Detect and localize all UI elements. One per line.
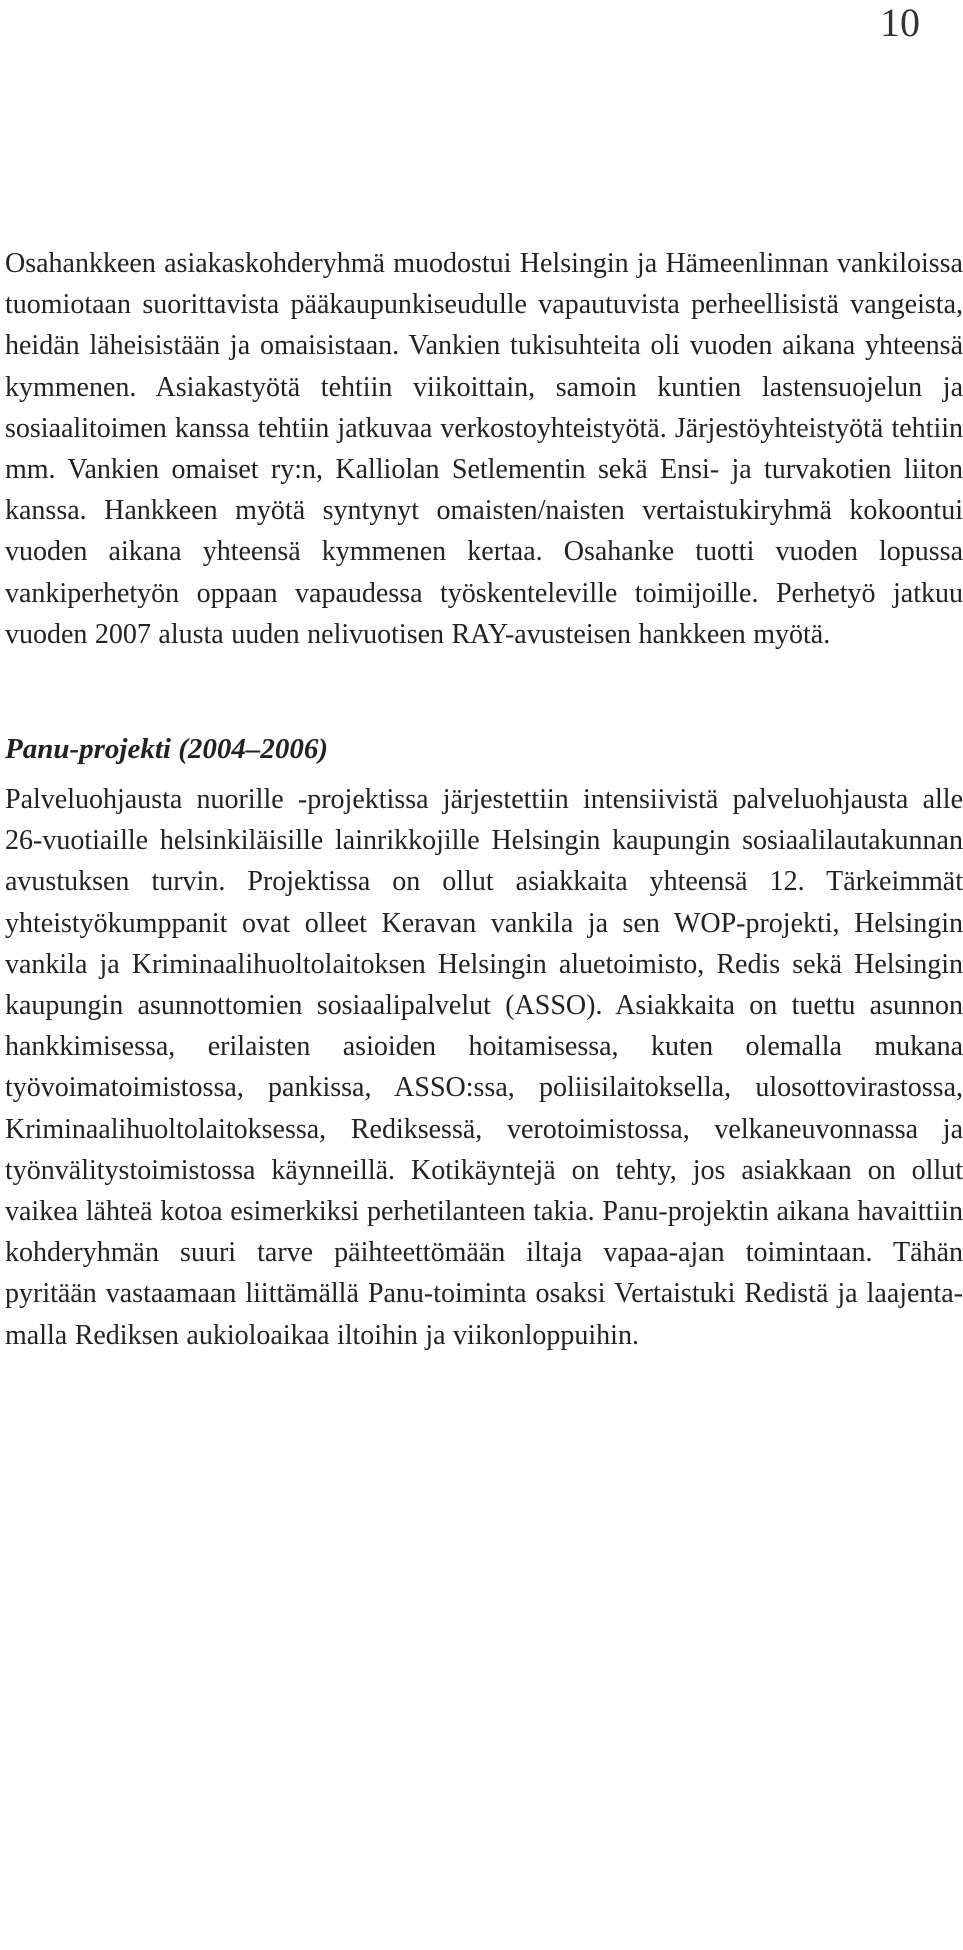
page-content: [5, 243, 963, 1356]
section-heading: Panu-projekti (2004–2006): [5, 733, 329, 766]
intro-paragraph: Osahankkeen asiakaskohderyhmä muodostui Helsingin ja Hämeenlinnan vankiloissa tuomiotaan suorittavista pääkaupunkiseudulle vapautuvista perheellisistä vangeista, heidän läheisistään ja omaisistaan. Vankien tukisuhteita oli vuoden aikana yhteensä kymmenen. Asiakastyötä tehtiin viikoittain, samoin kuntien lastensuojelun ja sosiaalitoimen kanssa tehtiin jatkuvaa verkostoyhteistyötä. Järjestöyhteistyötä tehtiin mm. Vankien omaiset ry:n, Kalliolan Setlementin sekä Ensi- ja turvakotien liiton kanssa. Hankkeen myötä syntynyt omaisten/naisten vertaistukiryhmä kokoontui vuoden aikana yhteensä kymmenen kertaa. Osahanke tuotti vuoden lopussa vankiperhetyön oppaan vapaudessa työskenteleville toimijoille. Perhetyö jatkuu vuoden 2007 alusta uuden nelivuotisen RAY-avusteisen hankkeen myötä.: [5, 248, 963, 650]
section-paragraph: Palveluohjausta nuorille -projektissa järjestettiin intensiivistä palveluohjausta alle 26-vuotiaille helsinkiläisille lainrikkojille Helsingin kaupungin sosiaalilautakunnan avustuksen turvin. Projektissa on ollut asiakkaita yhteensä 12. Tärkeimmät yhteistyökumppanit ovat olleet Keravan vankila ja sen WOP-projekti, Helsingin vankila ja Kriminaalihuoltolaitoksen Helsingin aluetoimisto, Redis sekä Helsingin kaupungin asunnottomien sosiaalipalvelut (ASSO). Asiakkaita on tuettu asunnon hankkimisessa, erilaisten asioiden hoitamisessa, kuten olemalla mukana työvoimatoimistossa, pankissa, ASSO:ssa, poliisilaitoksella, ulosottovirastossa, Kriminaalihuoltolaitoksessa, Rediksessä, verotoimistossa, velkaneuvonnassa ja työnvälitystoimistossa käynneillä. Kotikäyntejä on tehty, jos asiakkaan on ollut vaikea lähteä kotoa esimerkiksi perhetilanteen takia. Panu-projektin aikana havaittiin kohderyhmän suuri tarve päihteettömään iltaja vapaa-ajan toimintaan. Tähän pyritään vastaamaan liittämällä Panu-toiminta osaksi Vertaistuki Redistä ja laajentamalla Rediksen aukioloaikaa iltoihin ja viikonloppuihin.: [5, 784, 963, 1351]
page-number: 10: [880, 0, 920, 45]
